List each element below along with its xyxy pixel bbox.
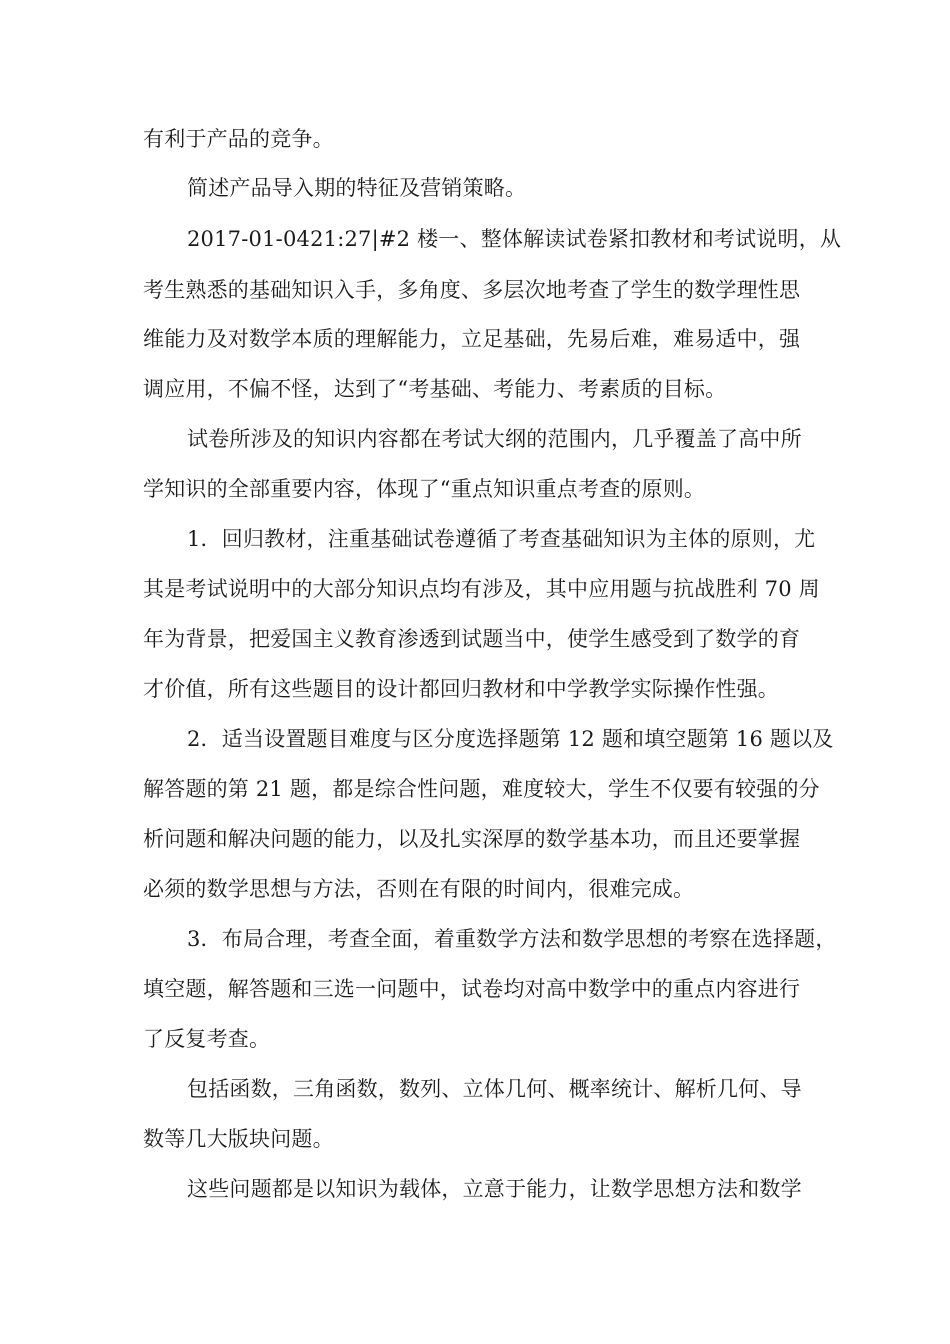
text-line: 学知识的全部重要内容，体现了“重点知识重点考查的原则。 bbox=[143, 477, 706, 501]
text-line: 填空题，解答题和三选一问题中，试卷均对高中数学中的重点内容进行 bbox=[143, 977, 801, 1001]
text-line: 试卷所涉及的知识内容都在考试大纲的范围内，几乎覆盖了高中所 bbox=[187, 427, 802, 451]
text-line: 维能力及对数学本质的理解能力，立足基础，先易后难，难易适中，强 bbox=[143, 327, 801, 351]
text-line: 考生熟悉的基础知识入手，多角度、多层次地考查了学生的数学理性思 bbox=[143, 278, 801, 302]
text-line: 解答题的第 21 题，都是综合性问题，难度较大，学生不仅要有较强的分 bbox=[143, 777, 820, 801]
text-line: 析问题和解决问题的能力，以及扎实深厚的数学基本功，而且还要掌握 bbox=[143, 827, 801, 851]
text-line: 包括函数，三角函数，数列、立体几何、概率统计、解析几何、导 bbox=[187, 1077, 802, 1101]
text-line: 2．适当设置题目难度与区分度选择题第 12 题和填空题第 16 题以及 bbox=[187, 727, 834, 751]
text-line: 才价值，所有这些题目的设计都回归教材和中学教学实际操作性强。 bbox=[143, 677, 779, 701]
text-line: 有利于产品的竞争。 bbox=[143, 127, 334, 151]
text-line: 2017-01-0421:27|#2 楼一、整体解读试卷紧扣教材和考试说明，从 bbox=[187, 227, 842, 251]
text-line: 这些问题都是以知识为载体，立意于能力，让数学思想方法和数学 bbox=[187, 1177, 802, 1201]
text-line: 调应用，不偏不怪，达到了“考基础、考能力、考素质的目标。 bbox=[143, 377, 727, 401]
text-line: 其是考试说明中的大部分知识点均有涉及，其中应用题与抗战胜利 70 周 bbox=[143, 577, 820, 601]
text-line: 数等几大版块问题。 bbox=[143, 1127, 334, 1151]
text-line: 必须的数学思想与方法，否则在有限的时间内，很难完成。 bbox=[143, 877, 695, 901]
text-line: 1．回归教材，注重基础试卷遵循了考查基础知识为主体的原则，尤 bbox=[187, 527, 816, 551]
text-line: 3．布局合理，考查全面，着重数学方法和数学思想的考察在选择题， bbox=[187, 927, 837, 951]
text-line: 年为背景，把爱国主义教育渗透到试题当中，使学生感受到了数学的育 bbox=[143, 627, 801, 651]
text-line: 了反复考查。 bbox=[143, 1027, 271, 1051]
text-line: 简述产品导入期的特征及营销策略。 bbox=[187, 176, 527, 200]
